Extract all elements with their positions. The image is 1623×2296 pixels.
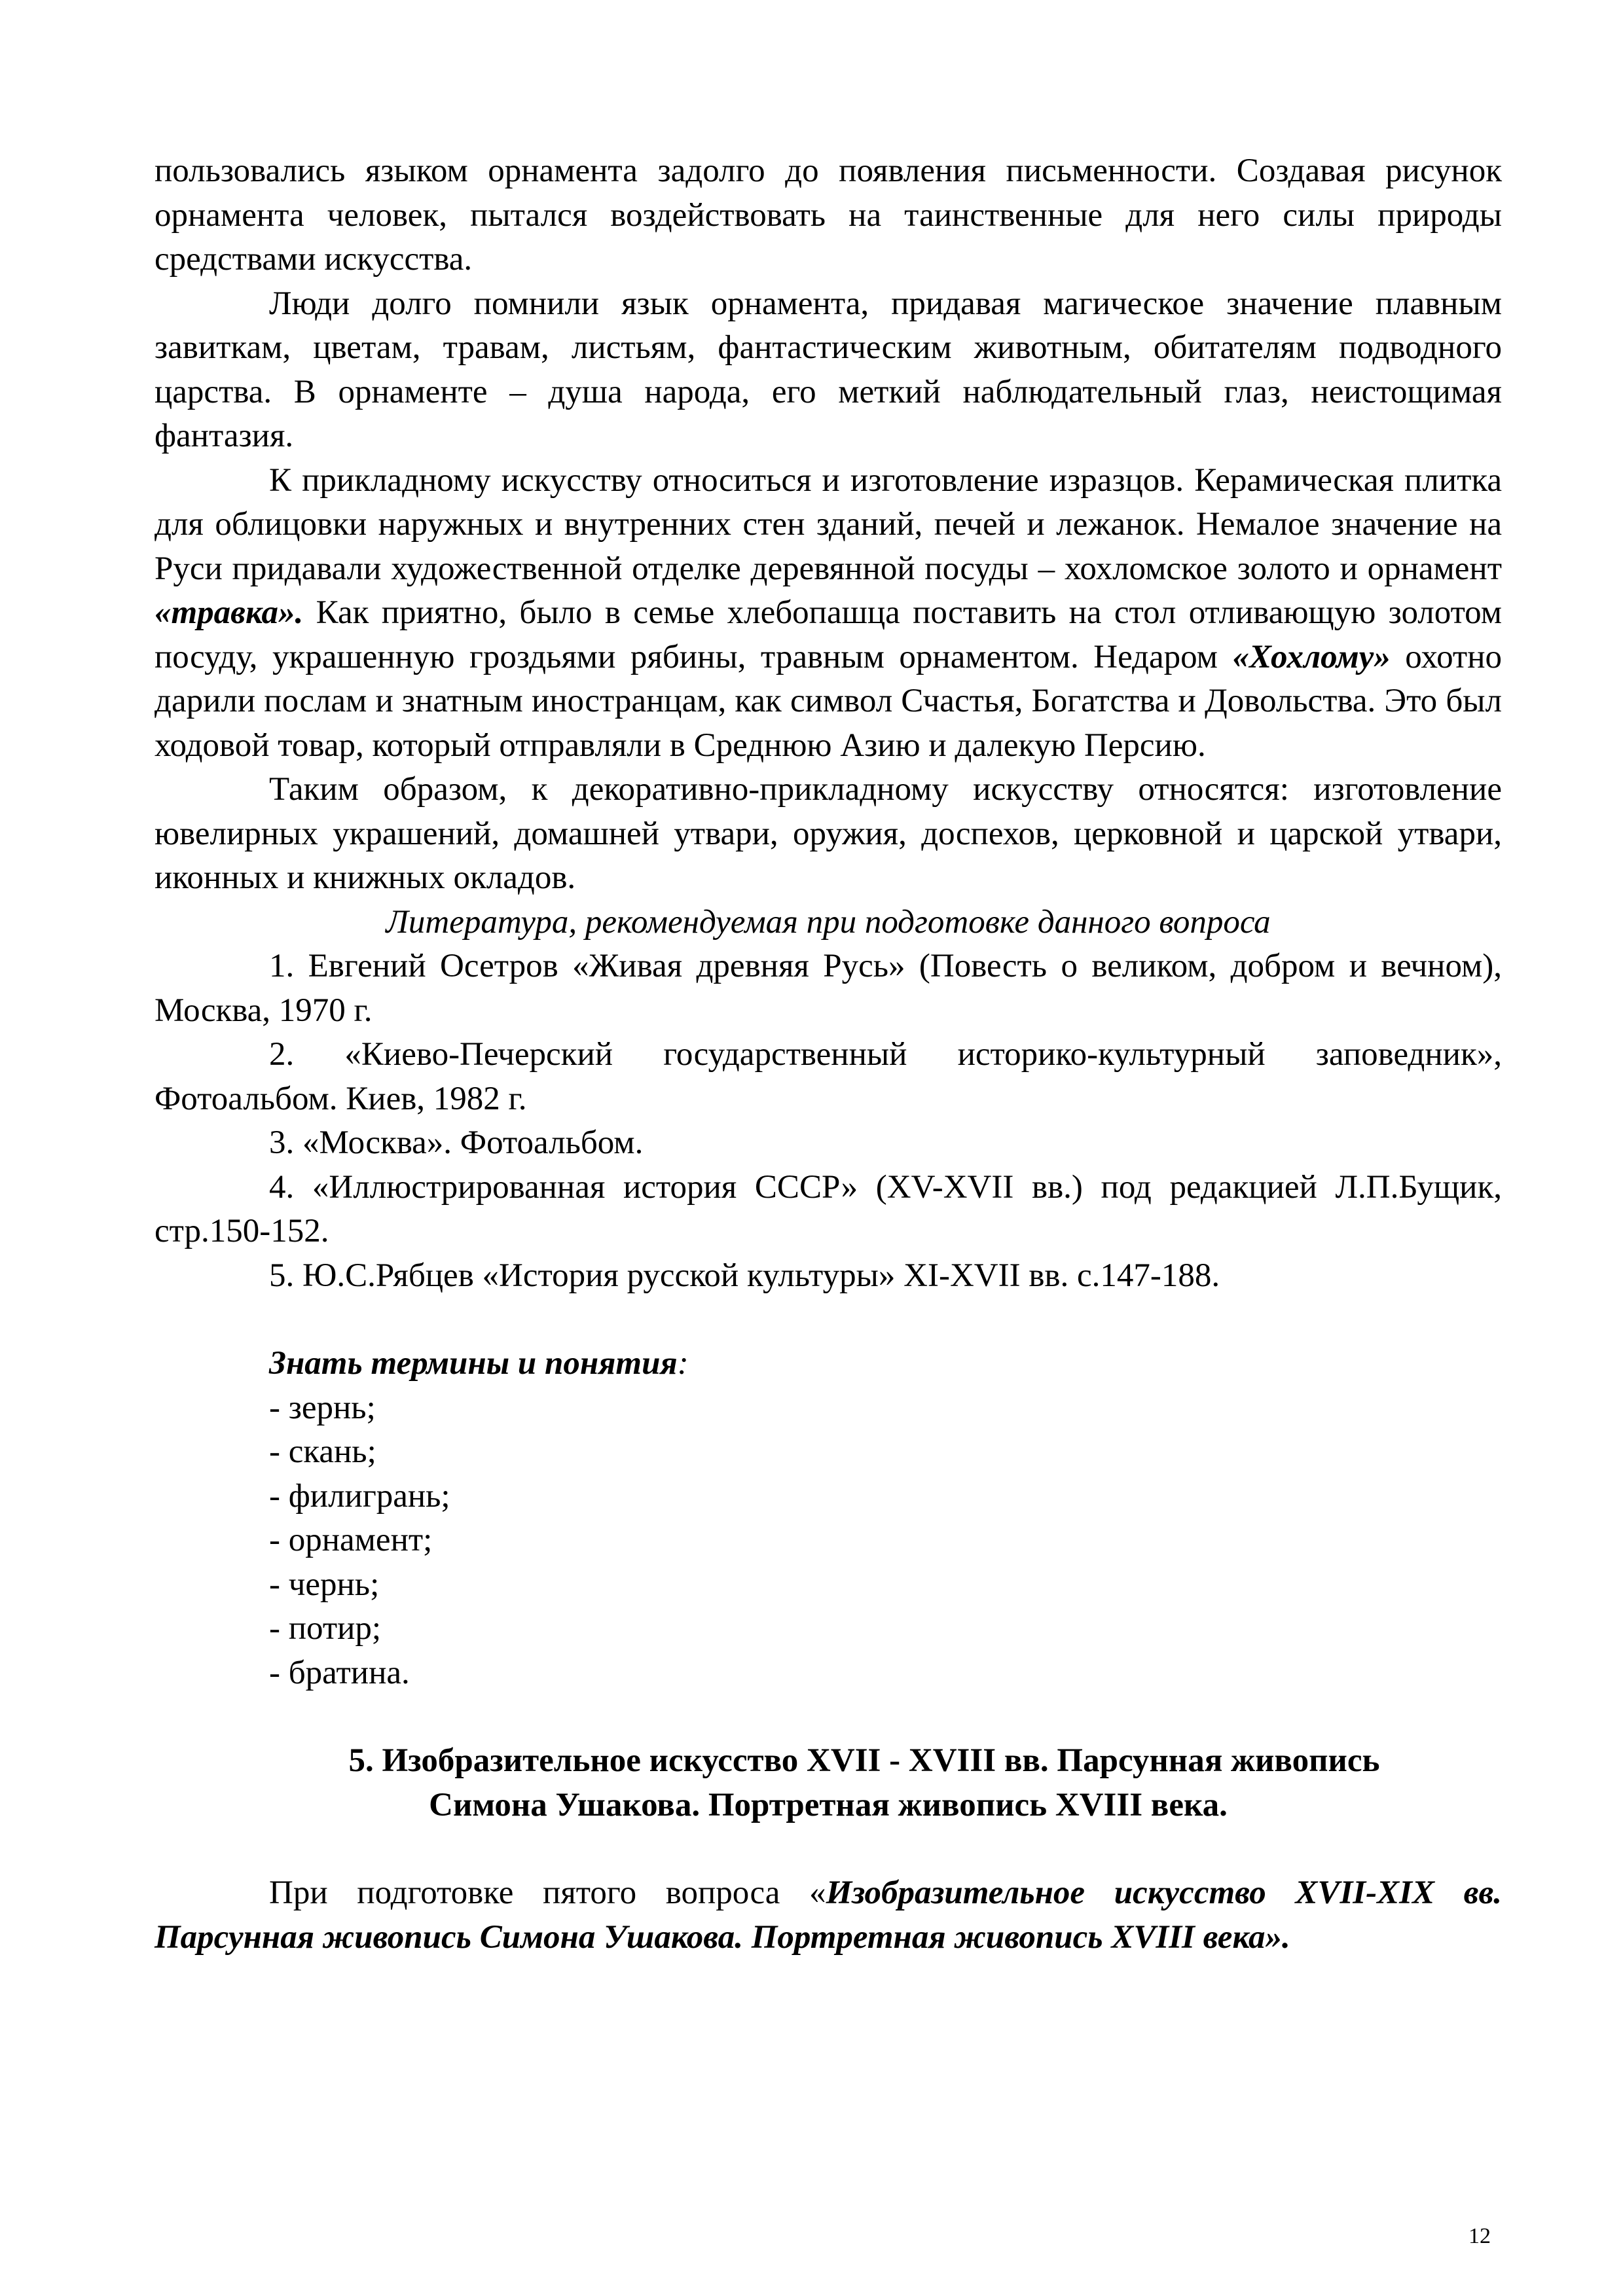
term-item: - филигрань; <box>269 1477 450 1515</box>
applied-art-text-3: охотно дарили послам и знатным иностранцам, как символ Счастья, Богатства и Довольства. Это был ходовой товар, который отправляли в Среднюю Азию и далекую Персию. <box>155 638 1502 764</box>
term-item: - скань; <box>269 1433 376 1470</box>
blank-line <box>155 1827 1502 1871</box>
applied-art-text-1: К прикладному искусству относиться и изготовление изразцов. Керамическая плитка для облицовки наружных и внутренних стен зданий, печей и лежанок. Немалое значение на Руси придавали художественной отделке деревянной посуды – хохломское золото и орнамент <box>155 461 1502 587</box>
blank-line <box>155 1695 1502 1739</box>
terms-heading <box>269 1342 1502 1386</box>
paragraph-intro <box>155 1871 1502 1960</box>
term-item: - потир; <box>269 1610 382 1647</box>
paragraph-orn-memory: Люди долго помнили язык орнамента, придавая магическое значение плавным завиткам, цветам, травам, листьям, фантастическим животным, обитателям подводного царства. В орнаменте – душа народа, его меткий наблюдательный глаз, неистощимая фантазия. <box>155 285 1502 454</box>
term-item: - чернь; <box>269 1566 380 1603</box>
paragraph-orn-language: пользовались языком орнамента задолго до появления письменности. Создавая рисунок орнамента человек, пытался воздействовать на таинственные для него силы природы средствами искусства. <box>155 152 1502 278</box>
literature-item: 2. «Киево-Печерский государственный историко-культурный заповедник», Фотоальбом. Киев, 1982 г. <box>155 1036 1502 1117</box>
section-heading-line-1: 5. Изобразительное искусство XVII - XVIII вв. Парсунная живопись <box>348 1742 1380 1779</box>
literature-item: 1. Евгений Осетров «Живая древняя Русь» (Повесть о великом, добром и вечном), Москва, 1970 г. <box>155 948 1502 1029</box>
terms-heading-colon: : <box>677 1345 689 1382</box>
intro-emphasis: Изобразительное искусство XVII-XIX вв. Парсунная живопись Симона Ушакова. Портретная живопись XVIII века». <box>155 1874 1502 1956</box>
literature-item: 5. Ю.С.Рябцев «История русской культуры» XI-XVII вв. с.147-188. <box>269 1257 1220 1294</box>
terms-heading-text: Знать термины и понятия <box>269 1345 678 1382</box>
literature-item: 3. «Москва». Фотоальбом. <box>269 1124 644 1161</box>
page-text <box>155 149 1502 1960</box>
applied-art-text-2: Как приятно, было в семье хлебопашца поставить на стол отливающую золотом посуду, украшенную гроздьями рябины, травным орнаментом. Недаром <box>155 594 1502 675</box>
paragraph-summary: Таким образом, к декоративно-прикладному искусству относятся: изготовление ювелирных украшений, домашней утвари, оружия, доспехов, церковной и царской утвари, иконных и книжных окладов. <box>155 771 1502 896</box>
literature-heading: Литература, рекомендуемая при подготовке данного вопроса <box>386 903 1271 941</box>
term-item: - братина. <box>269 1654 410 1691</box>
khokhloma-emphasis: «Хохлому» <box>1232 638 1391 675</box>
intro-text: При подготовке пятого вопроса « <box>269 1874 826 1911</box>
term-item: - орнамент; <box>269 1522 433 1558</box>
paragraph-applied-art <box>155 459 1502 768</box>
travka-emphasis: «травка». <box>155 594 304 631</box>
term-item: - зернь; <box>269 1389 376 1426</box>
blank-line <box>155 1298 1502 1342</box>
section-heading-line-2: Симона Ушакова. Портретная живопись XVIII века. <box>429 1786 1228 1823</box>
literature-item: 4. «Иллюстрированная история СССР» (XV-XVII вв.) под редакцией Л.П.Бущик, стр.150-152. <box>155 1168 1502 1249</box>
page-number: 12 <box>1468 2224 1491 2248</box>
section-heading <box>155 1739 1502 1827</box>
